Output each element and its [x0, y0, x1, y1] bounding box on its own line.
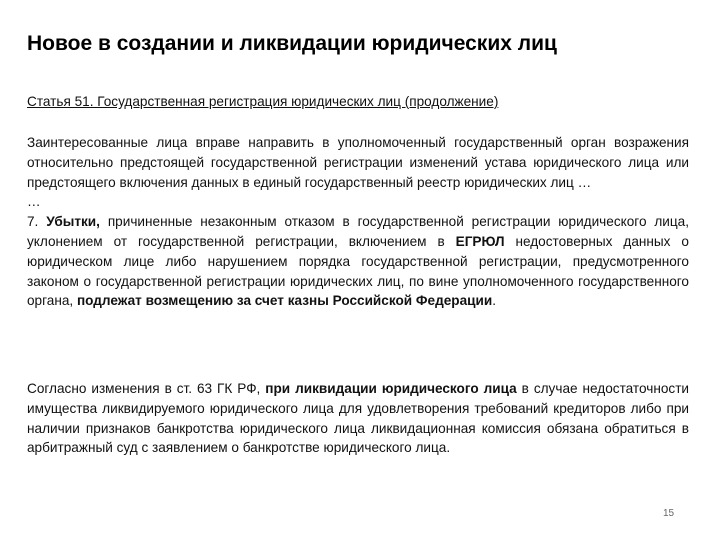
- article-text-block: [27, 133, 689, 311]
- paragraph-liquidation: [27, 379, 689, 458]
- liquidation-bold: при ликвидации юридического лица: [265, 381, 517, 396]
- liquidation-intro: Согласно изменения в ст. 63 ГК РФ,: [27, 381, 261, 396]
- slide-title: Новое в создании и ликвидации юридических лиц: [27, 32, 557, 55]
- item-term: Убытки,: [46, 214, 100, 230]
- ellipsis-line: …: [27, 194, 41, 210]
- item-period: .: [492, 293, 496, 309]
- item-text: причиненные незаконным отказом в государственной регистрации юридического лица, уклонением от государственной регистрации, включением в: [27, 214, 690, 249]
- item-text-continued: недостоверных данных о юридическом лице либо нарушением порядка государственной регистрации, предусмотренного законом о государственной регистрации юридических лиц, по вине уполномоченного государственного органа,: [27, 233, 689, 309]
- liquidation-rest: в случае недостаточности имущества ликвидируемого юридического лица для удовлетворения требований кредиторов либо при наличии признаков банкротства юридического лица ликвидационная комиссия обязана обратиться в арбитражный суд с заявлением о банкротстве юридического лица.: [27, 381, 690, 456]
- item-number: 7.: [27, 214, 39, 230]
- paragraph-objections: Заинтересованные лица вправе направить в уполномоченный государственный орган возражения относительно предстоящей государственной регистрации изменений устава юридического лица или предстоящего включения данных в единый государственный реестр юридических лиц …: [27, 135, 689, 190]
- page-number: 15: [663, 508, 675, 519]
- article-subtitle: Статья 51. Государственная регистрация юридических лиц (продолжение): [27, 94, 499, 109]
- paragraph-item-7: [27, 212, 689, 311]
- liquidation-text-block: [27, 379, 689, 458]
- compensation-clause: подлежат возмещению за счет казны Российской Федерации: [76, 293, 493, 309]
- egrul-term: ЕГРЮЛ: [455, 233, 505, 249]
